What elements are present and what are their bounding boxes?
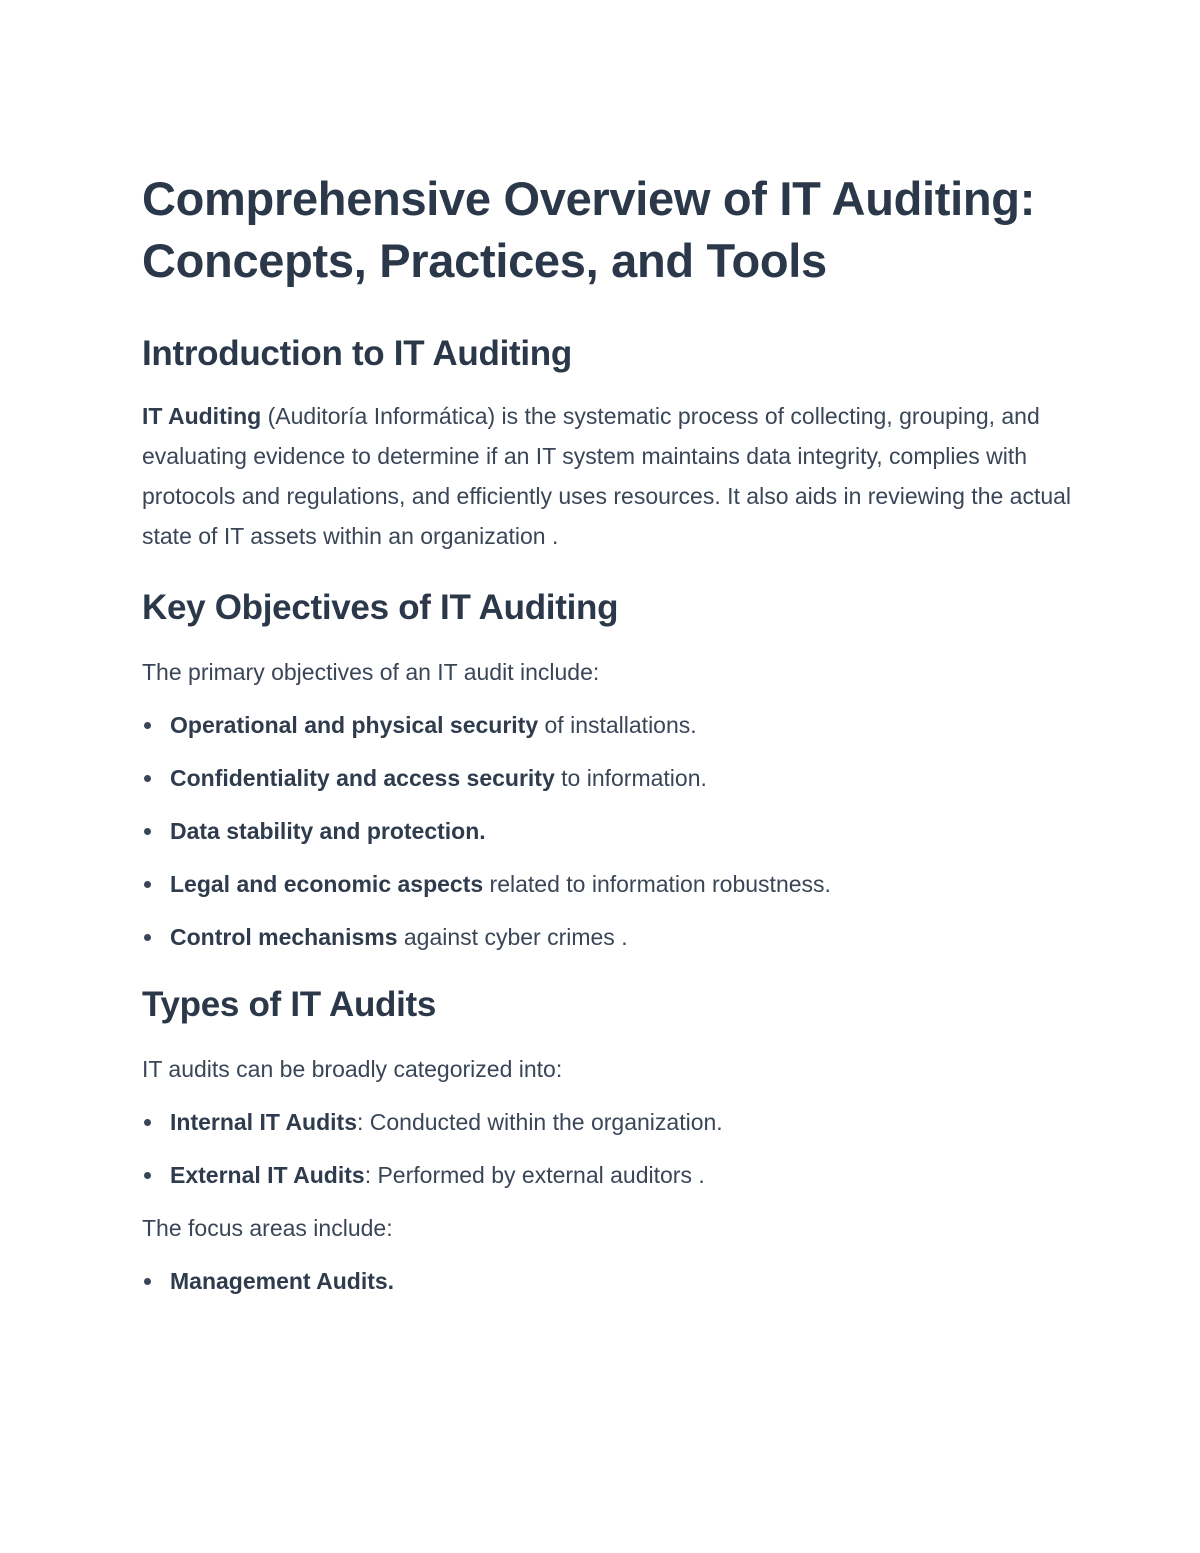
bullet-icon xyxy=(144,1278,151,1285)
list-item-bold: External IT Audits xyxy=(170,1162,365,1188)
focus-areas-lead: The focus areas include: xyxy=(142,1215,393,1241)
list-item xyxy=(142,811,1072,851)
list-item-bold: Legal and economic aspects xyxy=(170,871,484,897)
list-item-text: against cyber crimes . xyxy=(397,924,628,950)
list-item xyxy=(142,917,1072,957)
section-heading-introduction: Introduction to IT Auditing xyxy=(142,334,572,373)
list-item xyxy=(142,758,1072,798)
list-item-bold: Internal IT Audits xyxy=(170,1109,357,1135)
list-item-text: to information. xyxy=(554,765,707,791)
section-heading-objectives: Key Objectives of IT Auditing xyxy=(142,588,619,627)
list-item-text: : Performed by external auditors . xyxy=(364,1162,705,1188)
list-item xyxy=(142,705,1072,745)
bullet-icon xyxy=(144,1172,151,1179)
objectives-lead: The primary objectives of an IT audit include: xyxy=(142,659,600,685)
list-item xyxy=(142,864,1072,904)
bullet-icon xyxy=(144,934,151,941)
document-page xyxy=(142,168,1072,1314)
bullet-icon xyxy=(144,881,151,888)
list-item-bold: Control mechanisms xyxy=(170,924,398,950)
list-item xyxy=(142,1102,1072,1142)
list-item-text: : Conducted within the organization. xyxy=(357,1109,723,1135)
bullet-icon xyxy=(144,1119,151,1126)
bullet-icon xyxy=(144,775,151,782)
bullet-icon xyxy=(144,722,151,729)
list-item-bold: Management Audits. xyxy=(170,1268,395,1294)
types-lead: IT audits can be broadly categorized into: xyxy=(142,1056,563,1082)
list-item-bold: Data stability and protection. xyxy=(170,818,486,844)
focus-areas-list xyxy=(142,1261,1072,1301)
document-title: Comprehensive Overview of IT Auditing: Concepts, Practices, and Tools xyxy=(142,172,1036,287)
list-item xyxy=(142,1261,1072,1301)
list-item-bold: Operational and physical security xyxy=(170,712,539,738)
list-item-bold: Confidentiality and access security xyxy=(170,765,555,791)
intro-paragraph xyxy=(142,396,1072,556)
intro-term: IT Auditing xyxy=(142,403,262,429)
bullet-icon xyxy=(144,828,151,835)
list-item-text: of installations. xyxy=(538,712,697,738)
section-heading-types: Types of IT Audits xyxy=(142,985,437,1024)
list-item-text: related to information robustness. xyxy=(483,871,831,897)
objectives-list xyxy=(142,705,1072,957)
intro-body: (Auditoría Informática) is the systematic process of collecting, grouping, and evaluating evidence to determine if an IT system maintains data integrity, complies with protocols and regulations, and efficiently uses resources. It also aids in reviewing the actual state of IT assets within an organization . xyxy=(142,403,1072,549)
types-list xyxy=(142,1102,1072,1195)
list-item xyxy=(142,1155,1072,1195)
